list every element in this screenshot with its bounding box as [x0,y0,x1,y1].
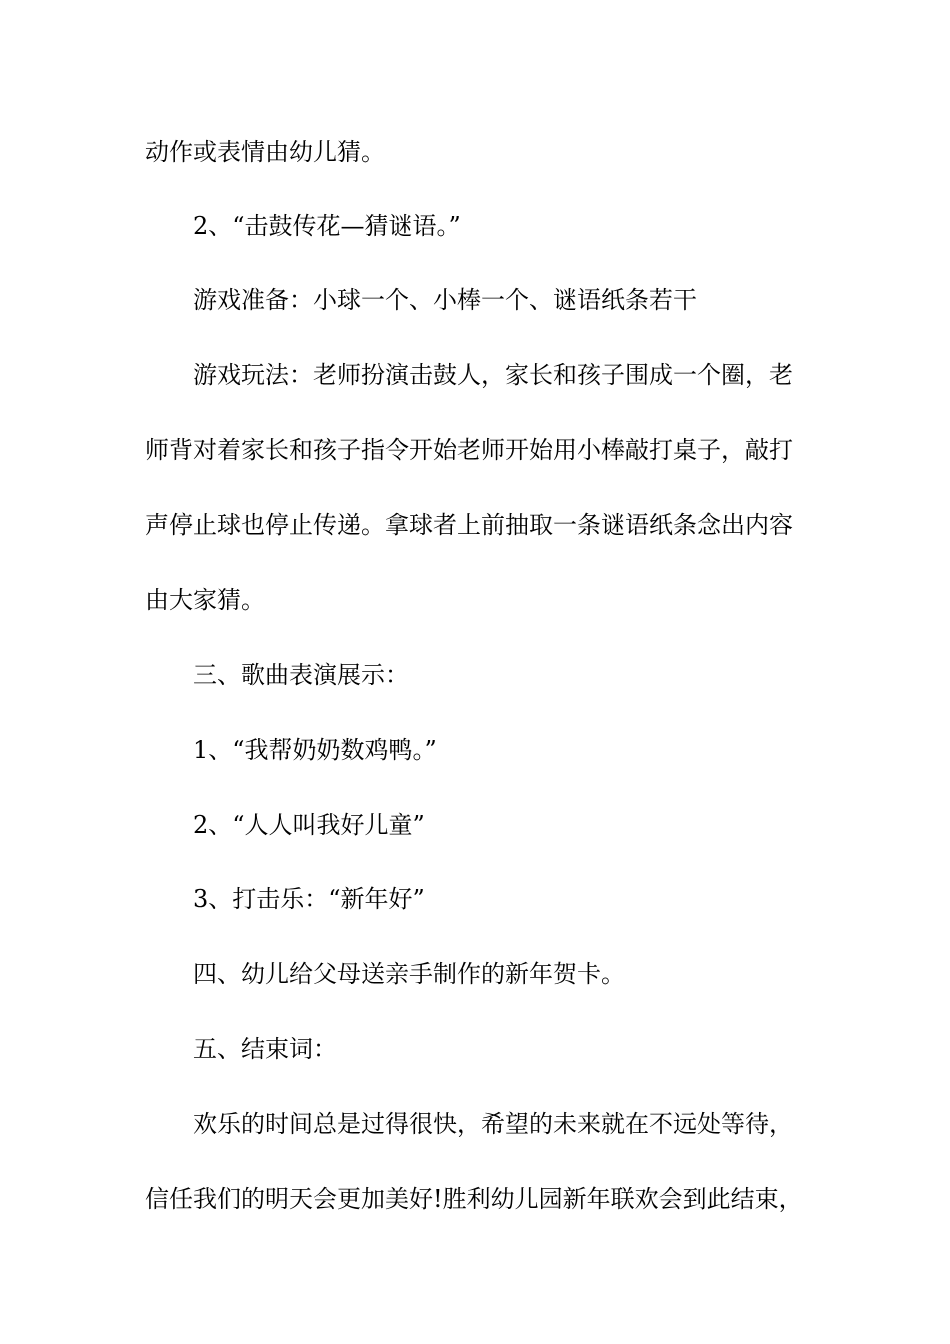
list-item-song-2: 2、“人人叫我好儿童” [193,811,425,839]
list-item-drum-riddle: 2、“击鼓传花—猜谜语。” [193,212,461,240]
section-heading-song-show: 三、歌曲表演展示： [193,661,409,689]
list-item-song-3: 3、打击乐：“新年好” [193,885,425,913]
text-line-game-rules: 游戏玩法：老师扮演击鼓人，家长和孩子围成一个圈，老 [193,361,793,389]
section-heading-closing: 五、结束词： [193,1035,337,1063]
section-heading-greeting-cards: 四、幼儿给父母送亲手制作的新年贺卡。 [193,960,625,988]
list-item-song-1: 1、“我帮奶奶数鸡鸭。” [193,736,437,764]
text-line-closing-1: 欢乐的时间总是过得很快，希望的未来就在不远处等待， [193,1110,793,1138]
text-line-5: 师背对着家长和孩子指令开始老师开始用小棒敲打桌子，敲打 [145,436,793,464]
text-line-game-prep: 游戏准备：小球一个、小棒一个、谜语纸条若干 [193,286,697,314]
text-line-1: 动作或表情由幼儿猜。 [145,138,385,166]
text-line-7: 由大家猜。 [145,586,265,614]
text-line-closing-2: 信任我们的明天会更加美好!胜利幼儿园新年联欢会到此结束， [145,1185,803,1213]
text-line-6: 声停止球也停止传递。拿球者上前抽取一条谜语纸条念出内容 [145,511,793,539]
